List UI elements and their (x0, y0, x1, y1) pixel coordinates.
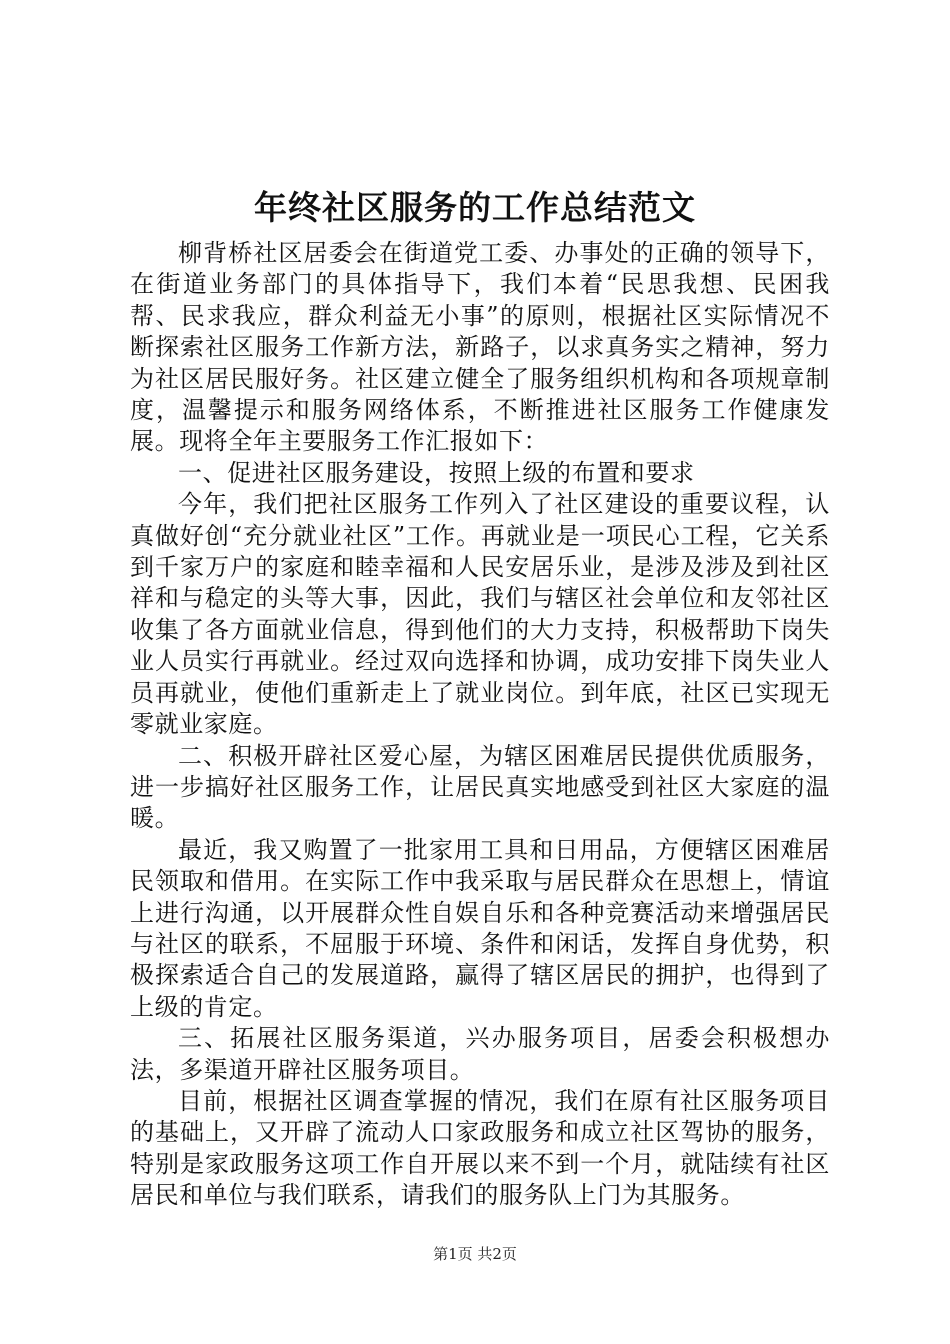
document-title: 年终社区服务的工作总结范文 (254, 188, 696, 227)
paragraph-service-projects: 目前，根据社区调查掌握的情况，我们在原有社区服务项目的基础上，又开辟了流动人口家政服务和成立社区驾协的服务，特别是家政服务这项工作自开展以来不到一个月，就陆续有社区居民和单位与我们联系，请我们的服务队上门为其服务。 (130, 1086, 830, 1210)
section-heading-3: 三、拓展社区服务渠道，兴办服务项目，居委会积极想办法，多渠道开辟社区服务项目。 (130, 1024, 830, 1084)
paragraph-love-house: 最近，我又购置了一批家用工具和日用品，方便辖区困难居民领取和借用。在实际工作中我采取与居民群众在思想上，情谊上进行沟通，以开展群众性自娱自乐和各种竞赛活动来增强居民与社区的联系，不屈服于环境、条件和闲话，发挥自身优势，积极探索适合自己的发展道路，赢得了辖区居民的拥护，也得到了上级的肯定。 (130, 835, 830, 1021)
paragraph-employment: 今年，我们把社区服务工作列入了社区建设的重要议程，认真做好创“充分就业社区”工作。再就业是一项民心工程，它关系到千家万户的家庭和睦幸福和人民安居乐业，是涉及涉及到社区祥和与稳定的头等大事，因此，我们与辖区社会单位和友邻社区收集了各方面就业信息，得到他们的大力支持，积极帮助下岗失业人员实行再就业。经过双向选择和协调，成功安排下岗失业人员再就业，使他们重新走上了就业岗位。到年底，社区已实现无零就业家庭。 (130, 490, 830, 739)
paragraph-intro: 柳背桥社区居委会在街道党工委、办事处的正确的领导下，在街道业务部门的具体指导下，我们本着“民思我想、民困我帮、民求我应，群众利益无小事”的原则，根据社区实际情况不断探索社区服务工作新方法，新路子，以求真务实之精神，努力为社区居民服好务。社区建立健全了服务组织机构和各项规章制度，温馨提示和服务网络体系，不断推进社区服务工作健康发展。现将全年主要服务工作汇报如下： (130, 239, 830, 456)
section-heading-1: 一、促进社区服务建设，按照上级的布置和要求 (178, 458, 695, 487)
section-heading-2: 二、积极开辟社区爱心屋，为辖区困难居民提供优质服务，进一步搞好社区服务工作，让居民真实地感受到社区大家庭的温暖。 (130, 741, 830, 833)
document-body (130, 238, 830, 1212)
page-footer: 第1页 共2页 (433, 1245, 517, 1263)
